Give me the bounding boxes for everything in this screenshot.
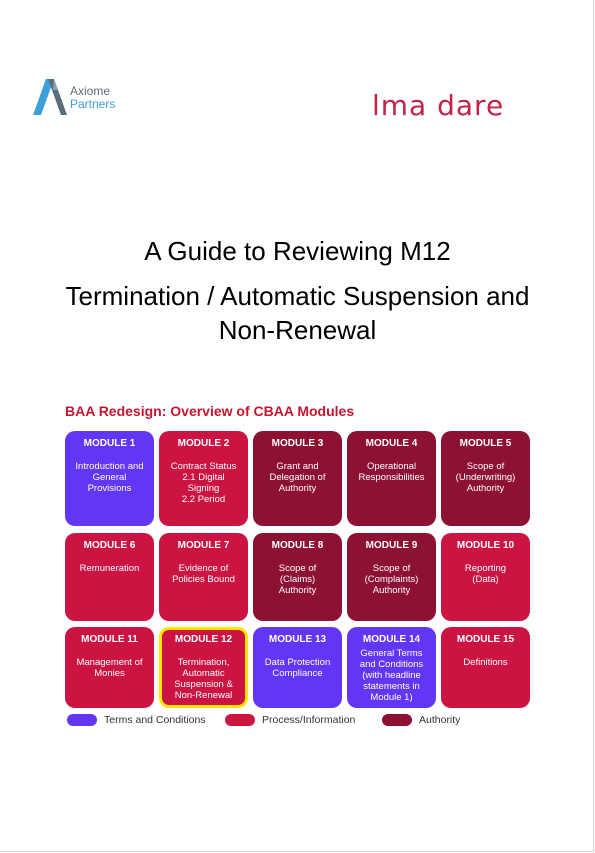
module-tile-3 <box>253 431 342 526</box>
module-number: MODULE 11 <box>81 634 138 645</box>
legend-item-authority <box>382 714 460 726</box>
legend-swatch <box>382 714 412 726</box>
axiome-subtitle: Partners <box>70 97 116 111</box>
module-description: Contract Status 2.1 Digital Signing 2.2 Period <box>170 461 237 505</box>
module-description: Scope of (Complaints) Authority <box>364 563 419 596</box>
module-tile-4 <box>347 431 436 526</box>
module-tile-6 <box>65 533 154 621</box>
module-number: MODULE 7 <box>177 540 230 551</box>
legend-label: Terms and Conditions <box>104 714 206 726</box>
legend-swatch <box>225 714 255 726</box>
legend-swatch <box>67 714 97 726</box>
legend-label: Authority <box>419 714 461 726</box>
module-tile-15 <box>441 627 530 708</box>
module-tile-5 <box>441 431 530 526</box>
module-description: General Terms and Conditions (with headline statements in Module 1) <box>359 648 424 703</box>
module-number: MODULE 13 <box>268 634 327 645</box>
module-number: MODULE 1 <box>83 438 136 449</box>
module-number: MODULE 10 <box>456 540 515 551</box>
document-title-line-1: A Guide to Reviewing M12 <box>144 236 451 266</box>
module-description: Evidence of Policies Bound <box>172 563 235 585</box>
module-description: Reporting (Data) <box>464 563 507 585</box>
module-description: Remuneration <box>79 563 140 574</box>
module-tile-7 <box>159 533 248 621</box>
module-description: Operational Responsibilities <box>358 461 425 483</box>
module-tile-13 <box>253 627 342 708</box>
document-title-line-3: Non-Renewal <box>218 315 377 345</box>
module-description: Termination, Automatic Suspension & Non-Renewal <box>174 657 233 701</box>
module-number: MODULE 4 <box>365 438 418 449</box>
module-tile-12-highlighted <box>159 627 248 708</box>
module-description: Grant and Delegation of Authority <box>269 461 326 494</box>
legend-item-process <box>225 714 355 726</box>
legend <box>65 714 535 730</box>
module-number: MODULE 8 <box>271 540 324 551</box>
module-description: Scope of (Underwriting) Authority <box>455 461 516 494</box>
module-description: Introduction and General Provisions <box>75 461 144 494</box>
module-number: MODULE 9 <box>365 540 418 551</box>
module-number: MODULE 12 <box>174 634 233 645</box>
legend-label: Process/Information <box>262 714 356 726</box>
document-title-line-2: Termination / Automatic Suspension and <box>65 281 530 311</box>
module-tile-14 <box>347 627 436 708</box>
module-tile-8 <box>253 533 342 621</box>
module-description: Management of Monies <box>76 657 143 679</box>
module-tile-9 <box>347 533 436 621</box>
module-number: MODULE 14 <box>362 634 421 645</box>
module-tile-11 <box>65 627 154 708</box>
axiome-partners-logo <box>33 79 153 119</box>
module-number: MODULE 15 <box>456 634 515 645</box>
module-number: MODULE 2 <box>177 438 230 449</box>
lma-dare-logo: lma dare <box>372 89 505 122</box>
module-description: Data Protection Compliance <box>264 657 331 679</box>
module-tile-2 <box>159 431 248 526</box>
axiome-name: Axiome <box>70 84 111 98</box>
module-tile-10 <box>441 533 530 621</box>
legend-item-terms <box>67 714 206 726</box>
axiome-a-mark-icon <box>33 79 67 115</box>
module-number: MODULE 5 <box>459 438 512 449</box>
module-number: MODULE 3 <box>271 438 324 449</box>
module-tile-1 <box>65 431 154 526</box>
module-description: Definitions <box>463 657 508 668</box>
diagram-title: BAA Redesign: Overview of CBAA Modules <box>65 403 355 419</box>
module-description: Scope of (Claims) Authority <box>278 563 317 596</box>
module-number: MODULE 6 <box>83 540 136 551</box>
